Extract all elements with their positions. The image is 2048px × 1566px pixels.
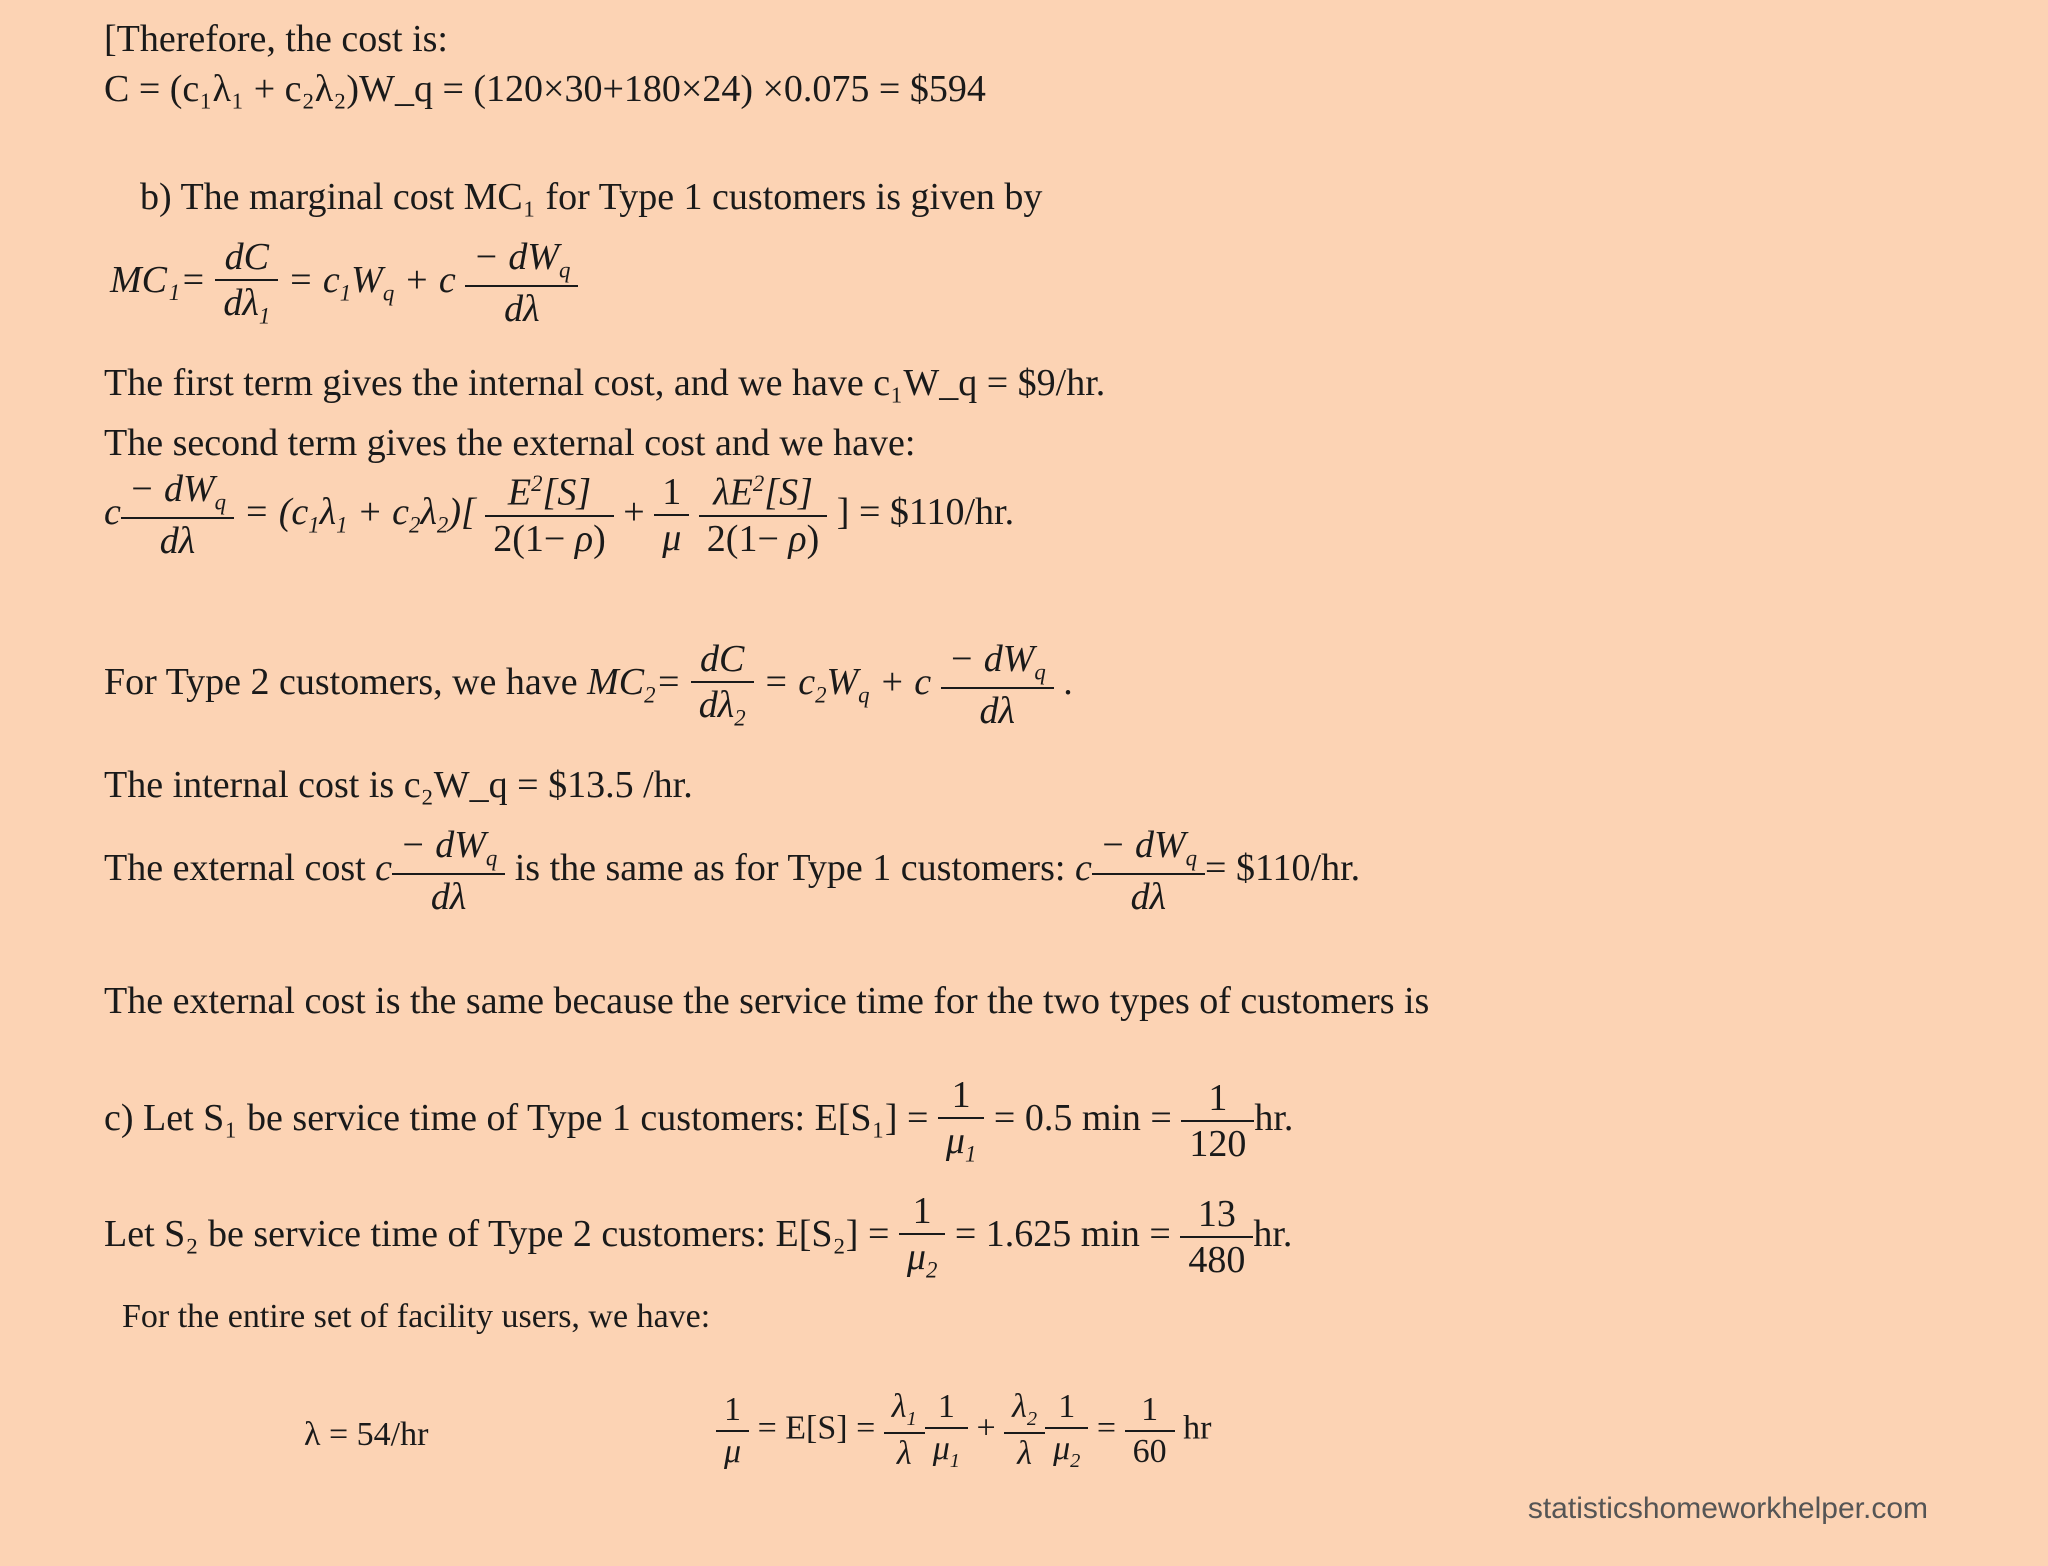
frac-den-480: 480 [1180,1236,1253,1279]
frac-num: 1 [937,1388,955,1425]
dc-dlambda2-fraction: $\frac{dC}{d\lambda_2}$ [695,640,750,730]
second-term-line: The second term gives the external cost and we have: [104,422,916,464]
first-term-line: The first term gives the internal cost, and we have c₁W_q = $9/hr. [104,362,1106,404]
part-c-line1 [104,1076,1293,1166]
one-over-mu-fraction: $\frac{1}{\mu}$ [658,473,685,557]
c-line1-b: = 0.5 min = [993,1096,1172,1139]
one-over-60 [1129,1390,1171,1470]
frac-den-120: 120 [1181,1120,1254,1163]
lambda-value: λ = 54/hr [304,1416,429,1453]
frac-num: 1 [951,1074,971,1116]
one-over-mu1-es: $\frac{1}{\mu_1}$ [929,1390,964,1471]
frac-num-13: 13 [1197,1193,1236,1236]
part-c-line2 [104,1192,1292,1282]
c-line2-b: = 1.625 min = [954,1212,1171,1255]
lambda2-over-lambda: $\frac{\lambda_2}{\lambda}$ [1008,1390,1041,1471]
es2-fraction: $\frac{E^2[S]}{2(1- \rho)}$ [489,473,610,558]
one-over-mu2-es: $\frac{1}{\mu_2}$ [1049,1390,1084,1471]
therefore-line: [Therefore, the cost is: [104,18,448,60]
lambda-es2-fraction: $\frac{\lambda E^2[S]}{2(1- \rho)}$ [703,473,824,558]
one-over-120-fraction [1185,1077,1250,1166]
13-over-480-fraction [1184,1193,1249,1282]
es-equation: $\frac{1}{\mu}$ = E[S] = $\frac{\lambda_1}{\lambda}$ $\frac{1}{\mu_1}$ + $\frac{\lambda_2}{\lambda}$ $\frac{1}{\mu_2}$ = $\frac{1}{60}$ hr [716,1390,1211,1471]
one-over-mu2-fraction: $\frac{1}{\mu_2}$ [903,1192,941,1282]
external-cost-line: The external cost c $\frac{- dW_q}{d\lambda}$ is the same as for Type 1 customers: c $\frac{- dW_q}{d\lambda}$ = $110/hr. [104,824,1361,919]
frac-num: 1 [1208,1077,1228,1120]
internal-cost2-line: The internal cost is c₂W_q = $13.5 /hr. [104,764,693,806]
ext-cost-a: The external cost [104,846,366,889]
hr-unit: hr [1183,1409,1212,1447]
watermark: statisticshomeworkhelper.com [1527,1492,1928,1525]
dwq-dlambda-fraction: $\frac{- dW_q}{d\lambda}$ [469,238,574,328]
external-result: ] = $110/hr. [836,490,1015,533]
part-b-intro: b) The marginal cost MC₁ for Type 1 customers is given by [140,176,1043,218]
type2-text: For Type 2 customers, we have [104,660,578,703]
one-over-mu-es: $\frac{1}{\mu}$ [720,1393,745,1469]
frac-den-60: 60 [1125,1430,1175,1469]
frac-num: 1 [724,1390,742,1428]
frac-num: 1 [912,1190,932,1232]
type2-dwq-fraction: $\frac{- dW_q}{d\lambda}$ [945,640,1050,730]
frac-num: 1 [1141,1390,1159,1428]
c-line1-a: c) Let S₁ be service time of Type 1 customers: E[S₁] = [104,1096,929,1139]
cost-equation: C = (c₁λ₁ + c₂λ₂)W_q = (120×30+180×24) ×0.075 = $594 [104,68,986,110]
mc1-equation: MC₁= $\frac{dC}{d\lambda_1}$ = $c_1W_q + c$ $\frac{- dW_q}{d\lambda}$ [110,238,578,328]
same-because-line: The external cost is the same because the service time for the two types of customers is [104,980,1430,1022]
lambda1-over-lambda: $\frac{\lambda_1}{\lambda}$ [888,1390,921,1471]
dc-dlambda1-fraction: $\frac{dC}{d\lambda_1}$ [219,238,274,328]
entire-set-line: For the entire set of facility users, we have: [122,1298,711,1335]
external-cost-equation: c $\frac{- dW_q}{d\lambda}$ = $(c_1\lambda_1 + c_2\lambda_2)$[ $\frac{E^2[S]}{2(1- \rho)}$ + $\frac{1}{\mu}$ $\frac{\lambda E^2[S]}{2(1- \rho)}$ ] = $110/hr. [104,468,1015,563]
ext-line-fraction-2: $\frac{- dW_q}{d\lambda}$ [1096,826,1201,916]
es-eq-text: = E[S] = [757,1409,876,1447]
mc1-lhs: MC₁= [110,258,206,301]
one-over-mu1-fraction: $\frac{1}{\mu_1}$ [942,1076,980,1166]
c-line2-a: Let S₂ be service time of Type 2 customers: E[S₂] = [104,1212,890,1255]
frac-num: 1 [1058,1388,1076,1425]
c-line1-c: hr. [1254,1096,1294,1139]
ext-cost-b: is the same as for Type 1 customers: [514,846,1066,889]
ext-dwq-fraction: $\frac{- dW_q}{d\lambda}$ [125,470,230,560]
ext-cost-val: = $110/hr. [1205,846,1361,889]
ext-line-fraction-1: $\frac{- dW_q}{d\lambda}$ [396,826,501,916]
c-line2-c: hr. [1253,1212,1293,1255]
type2-equation: For Type 2 customers, we have $MC_2=$ $\frac{dC}{d\lambda_2}$ = $c_2W_q + c$ $\frac{- dW_q}{d\lambda}$ . [104,638,1073,733]
